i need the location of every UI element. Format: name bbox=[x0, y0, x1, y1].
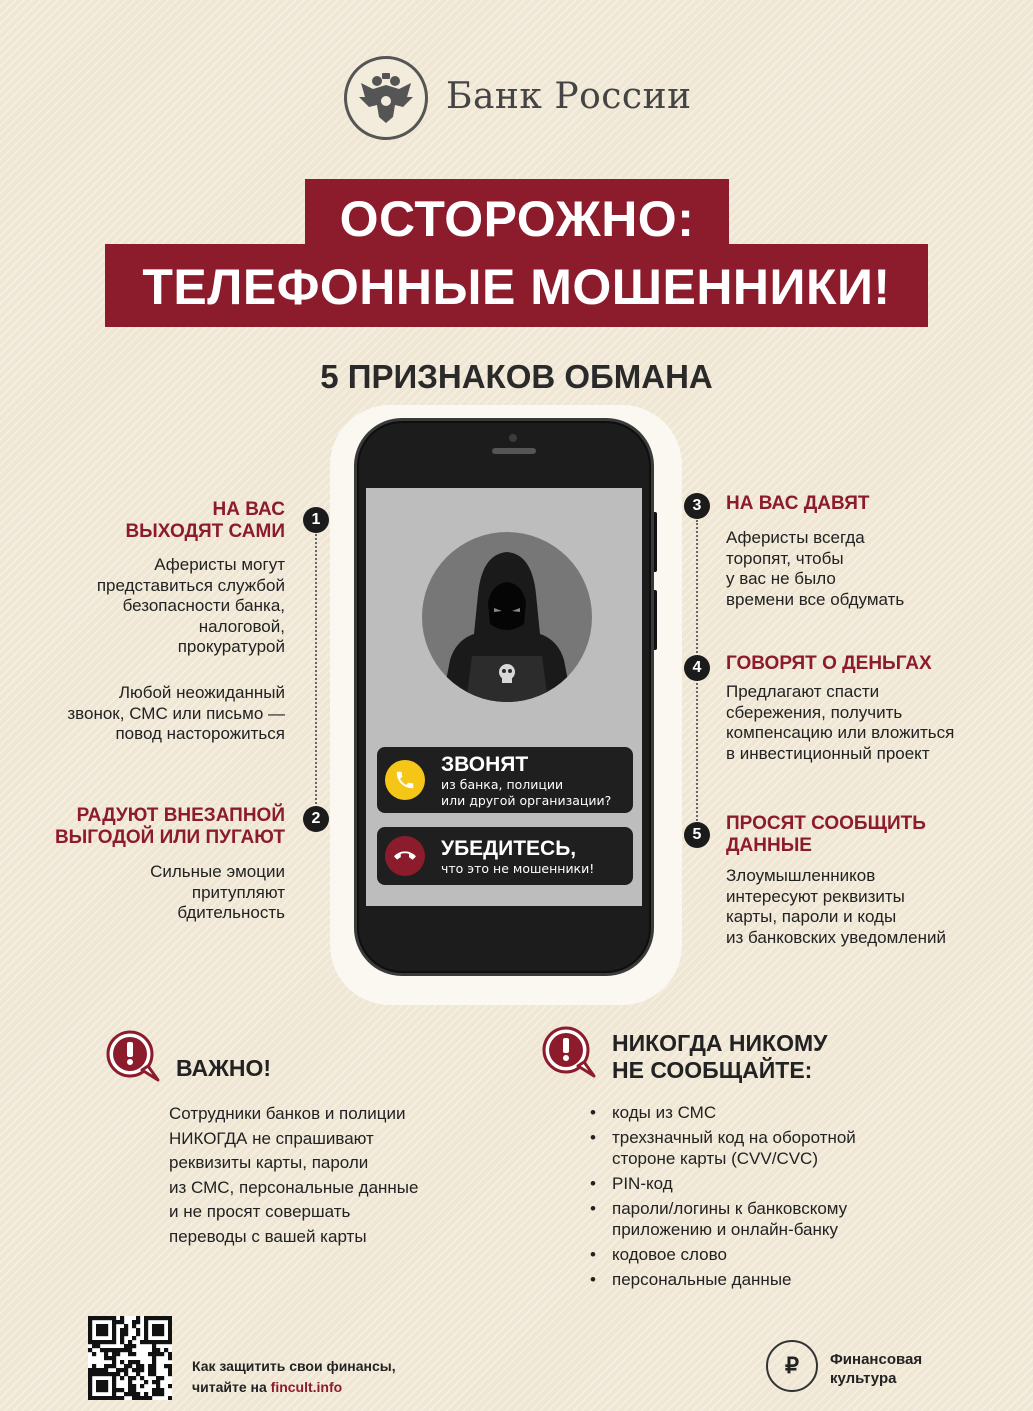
sign-5-body-line: интересуют реквизиты bbox=[726, 886, 905, 906]
important-line: НИКОГДА не спрашивают bbox=[169, 1128, 374, 1148]
never-tell-item: • персональные данные bbox=[586, 1269, 856, 1290]
decline-call-title: УБЕДИТЕСЬ, bbox=[441, 837, 577, 860]
phone-speaker bbox=[492, 448, 536, 454]
qr-code-icon bbox=[88, 1316, 172, 1400]
exclamation-bubble-icon bbox=[540, 1026, 596, 1080]
sign-2-heading-line: РАДУЮТ ВНЕЗАПНОЙ bbox=[76, 805, 285, 826]
never-tell-title-line1: НИКОГДА НИКОМУ bbox=[612, 1030, 828, 1056]
sign-2-body-line: бдительность bbox=[177, 903, 285, 922]
sign-5-heading-line: ДАННЫЕ bbox=[726, 835, 812, 856]
sign-number-3: 3 bbox=[684, 493, 710, 519]
never-tell-item: • кодовое слово bbox=[586, 1244, 856, 1265]
sign-5 bbox=[726, 813, 926, 857]
sign-1-body bbox=[97, 555, 285, 658]
sign-number-2: 2 bbox=[303, 806, 329, 832]
sign-4-body-line: сбережения, получить bbox=[726, 702, 903, 722]
sign-4-body-line: Предлагают спасти bbox=[726, 682, 880, 701]
phone-hangup-icon bbox=[394, 845, 416, 867]
banner-title-line2: ТЕЛЕФОННЫЕ МОШЕННИКИ! bbox=[142, 259, 891, 315]
sign-1-body-line: прокуратурой bbox=[177, 637, 285, 656]
sign-3-body-line: у вас не было bbox=[726, 569, 836, 588]
never-tell-item: • коды из СМС bbox=[586, 1102, 856, 1123]
important-line: из СМС, персональные данные bbox=[169, 1177, 419, 1197]
important-line: и не просят совершать bbox=[169, 1202, 351, 1221]
important-text bbox=[169, 1102, 418, 1249]
sign-2-body-line: притупляют bbox=[191, 882, 285, 902]
important-line: Сотрудники банков и полиции bbox=[169, 1104, 406, 1123]
fincult-link[interactable]: fincult.info bbox=[270, 1379, 343, 1395]
footer-line2: читайте на fincult.info bbox=[192, 1379, 343, 1395]
never-tell-item: • трехзначный код на оборотной стороне карты (CVV/CVC) bbox=[586, 1127, 856, 1169]
sign-1-extra-line: повод насторожиться bbox=[115, 724, 285, 743]
sign-2-heading-line: ВЫГОДОЙ ИЛИ ПУГАЮТ bbox=[54, 827, 285, 848]
sign-3-heading: НА ВАС ДАВЯТ bbox=[726, 493, 870, 514]
sign-5-body-line: Злоумышленников bbox=[726, 866, 876, 885]
caller-avatar bbox=[422, 532, 592, 702]
never-tell-item: • пароли/логины к банковскому приложению и онлайн-банку bbox=[586, 1198, 856, 1240]
sign-5-body-line: карты, пароли и коды bbox=[726, 907, 897, 926]
sign-3-body bbox=[726, 528, 904, 610]
answer-call-button[interactable] bbox=[385, 760, 425, 800]
important-title: ВАЖНО! bbox=[176, 1055, 272, 1081]
sign-3-body-line: Аферисты всегда bbox=[726, 528, 865, 547]
phone-camera bbox=[509, 434, 517, 442]
incoming-call-title: ЗВОНЯТ bbox=[441, 753, 529, 776]
incoming-call-banner[interactable] bbox=[377, 747, 633, 813]
sign-1-body-extra bbox=[67, 683, 285, 745]
footer-line1: Как защитить свои финансы, bbox=[192, 1358, 396, 1374]
sign-1-extra-line: Любой неожиданный bbox=[118, 683, 285, 702]
fincult-brand-line2: культура bbox=[830, 1370, 897, 1387]
qr-code[interactable] bbox=[88, 1316, 172, 1400]
sign-4-body-line: компенсацию или вложиться bbox=[726, 723, 955, 742]
sign-4 bbox=[726, 653, 932, 675]
fincult-brand bbox=[830, 1350, 922, 1388]
bank-name: Банк России bbox=[446, 76, 692, 117]
sign-4-body bbox=[726, 682, 954, 764]
sign-2 bbox=[55, 805, 285, 849]
phone-answer-icon bbox=[394, 769, 416, 791]
sign-5-body bbox=[726, 866, 946, 948]
incoming-call-sub1: из банка, полиции bbox=[441, 777, 564, 792]
sign-4-heading: ГОВОРЯТ О ДЕНЬГАХ bbox=[726, 653, 932, 674]
sign-4-body-line: в инвестиционный проект bbox=[726, 743, 930, 763]
sign-1-body-line: Аферисты могут bbox=[154, 555, 285, 574]
sign-1-extra-line: звонок, СМС или письмо — bbox=[67, 703, 285, 723]
left-dotted-line bbox=[315, 534, 317, 808]
never-tell-title bbox=[612, 1030, 827, 1084]
hooded-hacker-icon bbox=[422, 532, 592, 702]
important-line: реквизиты карты, пароли bbox=[169, 1153, 369, 1172]
ruble-icon: ₽ bbox=[785, 1353, 799, 1378]
sign-2-body bbox=[150, 862, 285, 924]
never-tell-list bbox=[586, 1102, 856, 1294]
fincult-logo bbox=[766, 1340, 818, 1392]
decline-call-banner[interactable] bbox=[377, 827, 633, 885]
sign-1-body-line: представиться службой bbox=[96, 575, 285, 595]
sign-1-body-line: налоговой, bbox=[198, 616, 285, 636]
sign-3-body-line: времени все обдумать bbox=[726, 589, 905, 609]
decline-call-sub: что это не мошенники! bbox=[441, 861, 595, 876]
important-icon bbox=[104, 1030, 154, 1080]
sign-1-body-line: безопасности банка, bbox=[122, 596, 285, 615]
important-line: переводы с вашей карты bbox=[169, 1226, 367, 1246]
sign-1 bbox=[125, 499, 285, 543]
sign-1-heading-line: ВЫХОДЯТ САМИ bbox=[125, 521, 285, 542]
sign-number-4: 4 bbox=[684, 655, 710, 681]
never-tell-icon bbox=[540, 1026, 590, 1076]
never-tell-title-line2: НЕ СООБЩАЙТЕ: bbox=[612, 1057, 813, 1083]
sign-1-heading-line: НА ВАС bbox=[212, 499, 285, 520]
page-subtitle: 5 ПРИЗНАКОВ ОБМАНА bbox=[320, 358, 713, 395]
sign-3-body-line: торопят, чтобы bbox=[726, 548, 844, 568]
sign-2-body-line: Сильные эмоции bbox=[150, 862, 285, 881]
fincult-brand-line1: Финансовая bbox=[830, 1351, 923, 1368]
sign-5-body-line: из банковских уведомлений bbox=[726, 927, 947, 947]
incoming-call-sub2: или другой организации? bbox=[441, 793, 612, 808]
eagle-icon bbox=[355, 67, 417, 129]
sign-number-1: 1 bbox=[303, 507, 329, 533]
sign-5-heading-line: ПРОСЯТ СООБЩИТЬ bbox=[726, 813, 926, 834]
bank-logo bbox=[344, 56, 428, 140]
never-tell-item: • PIN-код bbox=[586, 1173, 856, 1194]
sign-3 bbox=[726, 493, 870, 515]
sign-number-5: 5 bbox=[684, 822, 710, 848]
hangup-call-button[interactable] bbox=[385, 836, 425, 876]
exclamation-bubble-icon bbox=[104, 1030, 160, 1084]
footer-note bbox=[192, 1356, 396, 1398]
banner-title-line1: ОСТОРОЖНО: bbox=[339, 191, 695, 247]
